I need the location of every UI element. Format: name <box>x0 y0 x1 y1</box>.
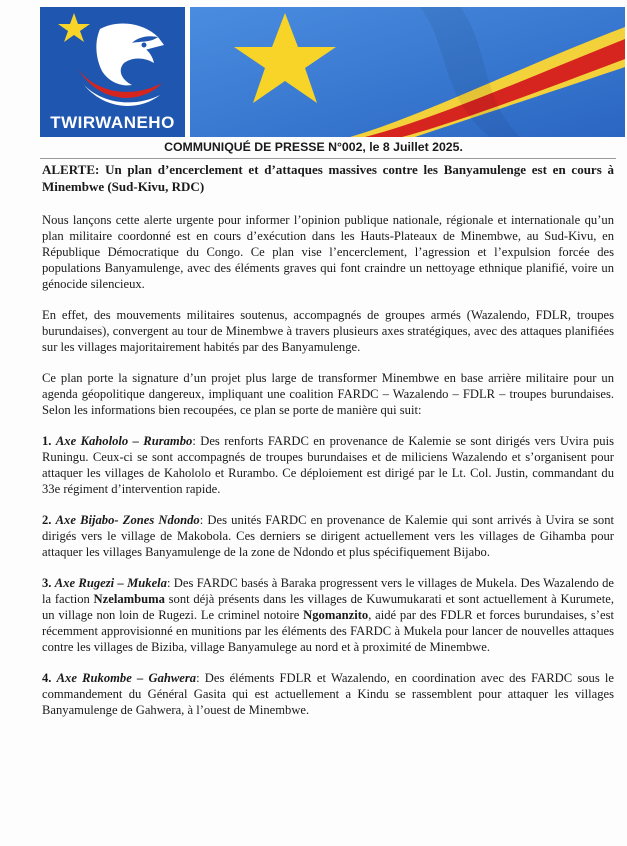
axis-item-1 <box>42 433 614 497</box>
faction-name: Nzelambuma <box>93 592 165 606</box>
axis-number: 2. <box>42 513 52 527</box>
axis-number: 4. <box>42 671 52 685</box>
divider <box>40 158 616 159</box>
paragraph-movements: En effet, des mouvements militaires soutenus, accompagnés de groupes armés (Wazalendo, FDLR, troupes burundaises), convergent au tour de Minembwe à travers plusieurs axes stratégiques, avec des attaques planifiées sur les villages majoritairement habités par des Banyamulenge. <box>42 308 614 354</box>
axis-text: sont déjà présents dans les villages de Kuwumukarati et sont actuellement à Kurumete, un village non loin de Rugezi. Le criminel notoire <box>42 592 614 622</box>
twirwaneho-logo <box>40 7 185 137</box>
axis-number: 3. <box>42 576 52 590</box>
axis-item-4 <box>42 670 614 718</box>
drc-flag-image <box>190 7 625 137</box>
press-release-title: COMMUNIQUÉ DE PRESSE N°002, le 8 Juillet 2025. <box>164 140 463 154</box>
alert-heading: ALERTE: Un plan d’encerclement et d’attaques massives contre les Banyamulenge est en cours à Minembwe (Sud-Kivu, RDC) <box>42 162 614 194</box>
header-banner <box>40 7 625 137</box>
axis-text: : Des renforts FARDC en provenance de Kalemie se sont dirigés vers Uvira puis Runingu. Ceux-ci se sont accompagnés de troupes burundaises et de miliciens Wazalendo et s’organisent pour attaquer les villages de Kahololo et Rurambo. Ce déploiement est dirigé par le Lt. Col. Justin, commandant du 33e régiment d’intervention rapide. <box>42 434 614 496</box>
axis-number: 1. <box>42 434 52 448</box>
body-content <box>42 162 614 733</box>
axis-name: Axe Rukombe – Gahwera <box>56 671 197 685</box>
paragraph-intro: Nous lançons cette alerte urgente pour informer l’opinion publique nationale, régionale et internationale qu’un plan militaire coordonné est en cours d’exécution dans les Hauts-Plateaux de Minembwe, au Sud-Kivu, en République Démocratique du Congo. Ce plan vise l’encerclement, l’agression et l’expulsion forcée des populations Banyamulenge, avec des éléments graves qui font craindre un nettoyage ethnique planifié, voire un génocide silencieux. <box>42 213 614 291</box>
axis-text: , aidé par des FDLR et forces burundaises, s’est récemment approvisionné en munitions par les éléments des FARDC à Mukela pour lancer de nouvelles attaques contre les villages de Biziba, village Banyamulege au nord et à proximité de Minembwe. <box>42 608 614 654</box>
axis-text: : Des unités FARDC en provenance de Kalemie qui sont arrivés à Uvira se sont dirigés vers le village de Makobola. Ces derniers se dirigent actuellement vers les villages de Gihamba pour attaquer les villages Banyamulenge de la zone de Ndondo et plus spécifiquement Bijabo. <box>42 513 614 559</box>
axis-text: : Des éléments FDLR et Wazalendo, en coordination avec des FARDC sous le commandement du Général Gasita qui est actuellement a Kindu se rassemblent pour attaquer les villages Banyamulenge de Gahwera, à l’ouest de Minembwe. <box>42 671 615 717</box>
axis-name: Axe Kahololo – Rurambo <box>55 434 193 448</box>
logo-text: TWIRWANEHO <box>50 113 175 132</box>
flag-icon <box>190 7 625 137</box>
axis-item-2 <box>42 512 614 560</box>
paragraph-plan: Ce plan porte la signature d’un projet plus large de transformer Minembwe en base arrière militaire pour un agenda géopolitique dangereux, impliquant une coalition FARDC – Wazalendo – FDLR – troupes burundaises. Selon les informations bien recoupées, ce plan se porte de manière qui suit: <box>42 371 614 417</box>
axis-name: Axe Rugezi – Mukela <box>54 576 167 590</box>
axis-item-3 <box>42 575 614 655</box>
person-name: Ngomanzito <box>303 608 369 622</box>
axis-name: Axe Bijabo- Zones Ndondo <box>55 513 200 527</box>
axis-text: : Des FARDC basés à Baraka progressent vers le villages de Mukela. Des Wazalendo de la faction <box>42 576 615 606</box>
